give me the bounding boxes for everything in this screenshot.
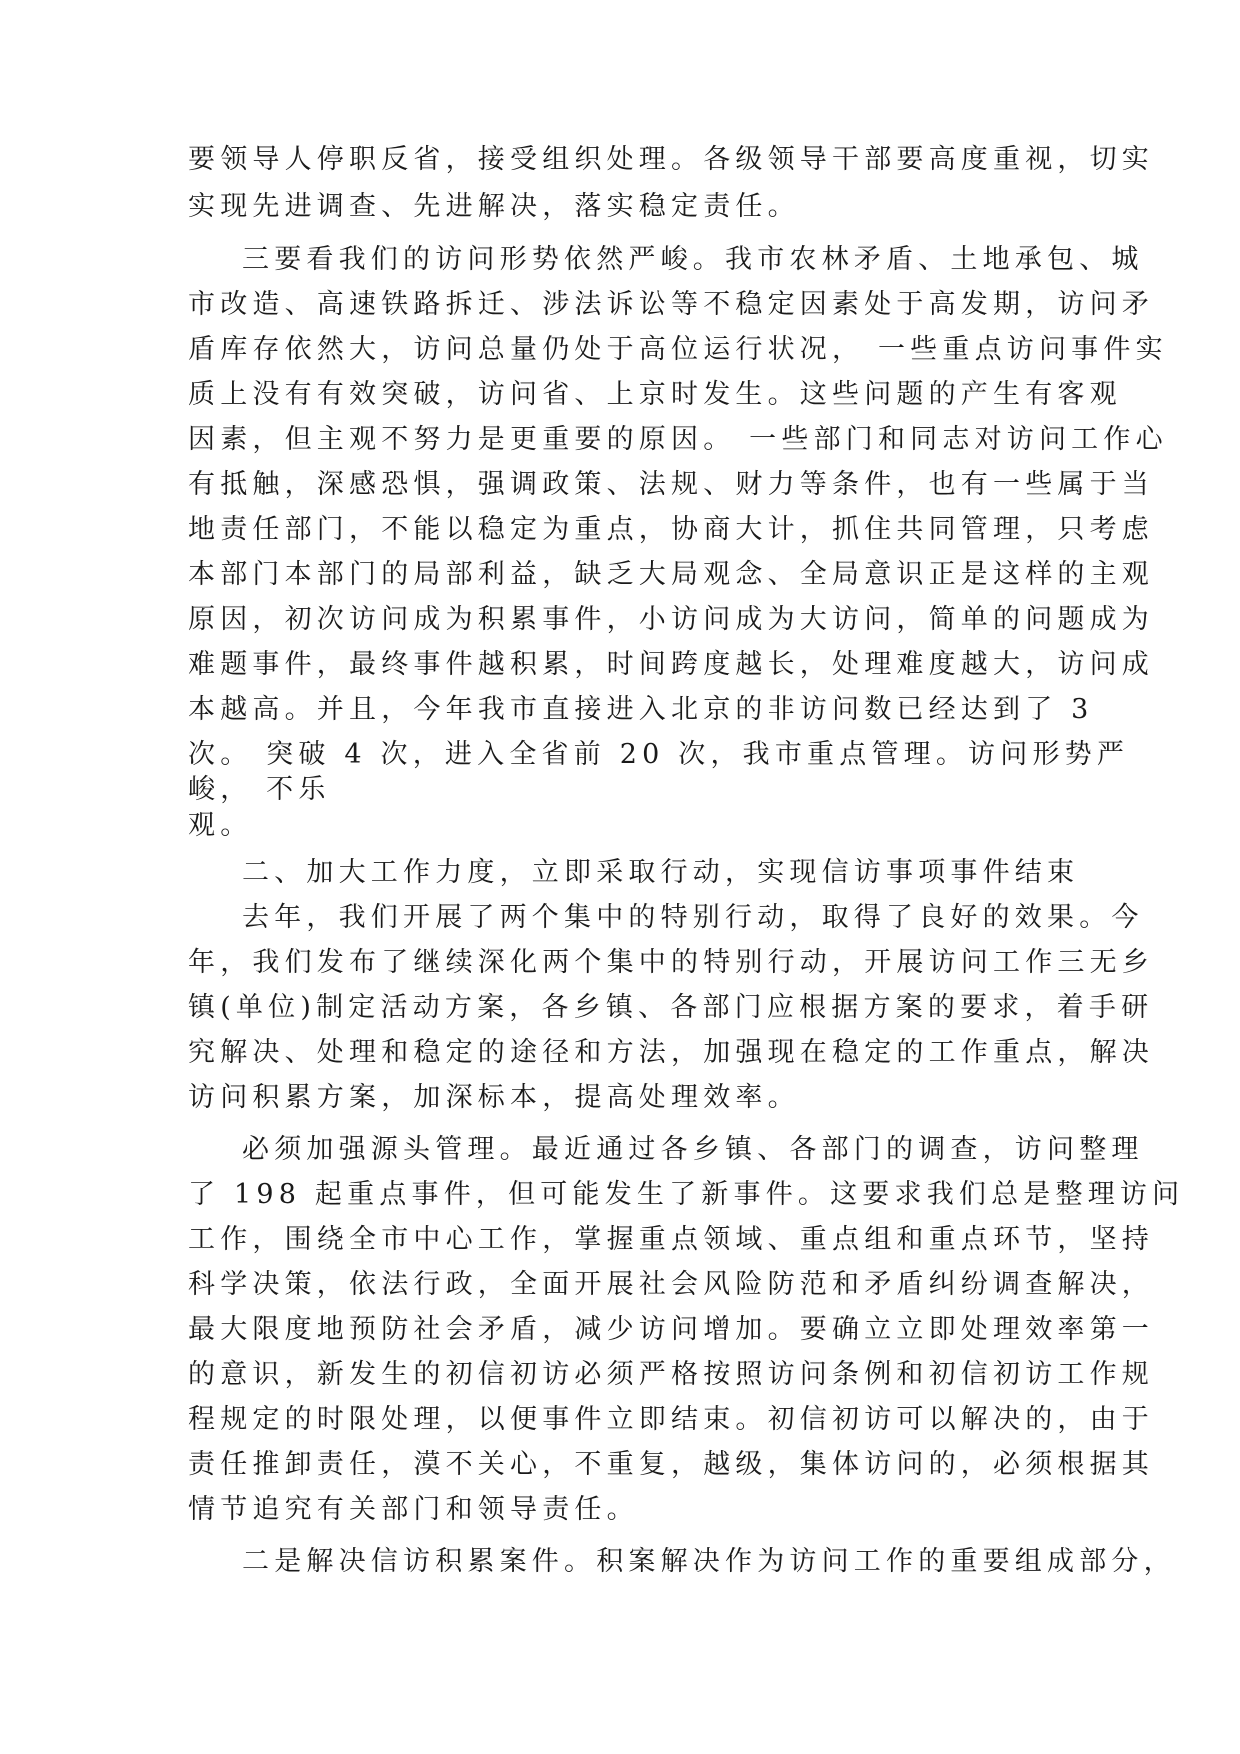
text-line: 本越高。并且，今年我市直接进入北京的非访问数已经达到了 3 [188, 694, 1094, 725]
text-line: 质上没有有效突破，访问省、上京时发生。这些问题的产生有客观 [188, 379, 1122, 410]
text-line: 市改造、高速铁路拆迁、涉法诉讼等不稳定因素处于高发期，访问矛 [188, 289, 1154, 320]
text-line: 工作，围绕全市中心工作，掌握重点领域、重点组和重点环节，坚持 [188, 1224, 1154, 1255]
text-line: 访问积累方案，加深标本，提高处理效率。 [188, 1082, 800, 1113]
text-line: 镇(单位)制定活动方案，各乡镇、各部门应根据方案的要求，着手研 [188, 992, 1154, 1023]
text-line: 责任推卸责任，漠不关心，不重复，越级，集体访问的，必须根据其 [188, 1449, 1154, 1480]
paragraph-start-line: 去年，我们开展了两个集中的特别行动，取得了良好的效果。今 [242, 902, 1144, 933]
text-line: 本部门本部门的局部利益，缺乏大局观念、全局意识正是这样的主观 [188, 559, 1154, 590]
text-line: 究解决、处理和稳定的途径和方法，加强现在稳定的工作重点，解决 [188, 1037, 1154, 1068]
text-line: 实现先进调查、先进解决，落实稳定责任。 [188, 191, 800, 222]
text-line: 地责任部门，不能以稳定为重点，协商大计，抓住共同管理，只考虑 [188, 514, 1154, 545]
text-line: 原因，初次访问成为积累事件，小访问成为大访问，简单的问题成为 [188, 604, 1154, 635]
text-line: 要领导人停职反省，接受组织处理。各级领导干部要高度重视，切实 [188, 144, 1154, 175]
text-line: 难题事件，最终事件越积累，时间跨度越长，处理难度越大，访问成 [188, 649, 1154, 680]
text-line: 因素，但主观不努力是更重要的原因。 一些部门和同志对访问工作心 [188, 424, 1168, 455]
text-line: 情节追究有关部门和领导责任。 [188, 1494, 639, 1525]
text-line: 峻， 不乐 [188, 774, 331, 805]
text-line: 了 198 起重点事件，但可能发生了新事件。这要求我们总是整理访问 [188, 1179, 1185, 1210]
text-line: 年，我们发布了继续深化两个集中的特别行动，开展访问工作三无乡 [188, 947, 1154, 978]
paragraph-start-line: 二是解决信访积累案件。积案解决作为访问工作的重要组成部分， [242, 1546, 1176, 1577]
text-line: 有抵触，深感恐惧，强调政策、法规、财力等条件，也有一些属于当 [188, 469, 1154, 500]
text-line: 盾库存依然大，访问总量仍处于高位运行状况， 一些重点访问事件实 [188, 334, 1168, 365]
section-heading: 二、加大工作力度，立即采取行动，实现信访事项事件结束 [242, 857, 1080, 888]
text-line: 的意识，新发生的初信初访必须严格按照访问条例和初信初访工作规 [188, 1359, 1154, 1390]
text-line: 次。 突破 4 次，进入全省前 20 次，我市重点管理。访问形势严 [188, 739, 1130, 770]
text-line: 最大限度地预防社会矛盾，减少访问增加。要确立立即处理效率第一 [188, 1314, 1154, 1345]
text-line: 观。 [188, 810, 253, 841]
text-line: 程规定的时限处理，以便事件立即结束。初信初访可以解决的，由于 [188, 1404, 1154, 1435]
paragraph-start-line: 三要看我们的访问形势依然严峻。我市农林矛盾、土地承包、城 [242, 244, 1144, 275]
text-line: 科学决策，依法行政，全面开展社会风险防范和矛盾纠纷调查解决， [188, 1269, 1154, 1300]
paragraph-start-line: 必须加强源头管理。最近通过各乡镇、各部门的调查，访问整理 [242, 1134, 1144, 1165]
